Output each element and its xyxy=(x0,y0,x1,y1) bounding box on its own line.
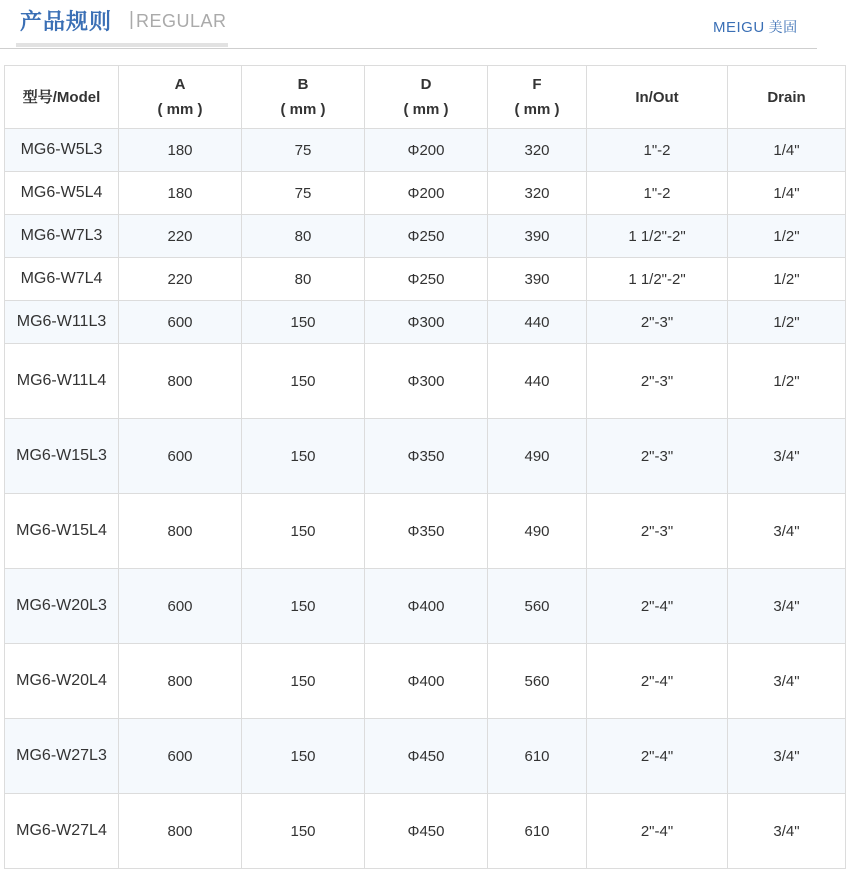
table-row xyxy=(5,344,846,419)
cell-a: 600 xyxy=(119,301,242,344)
header-d: D ( mm ) xyxy=(365,66,488,129)
title-underline xyxy=(16,43,228,47)
header-drain: Drain xyxy=(728,66,846,129)
cell-model: MG6-W15L4 xyxy=(5,494,119,569)
cell-in-out: 1"-2 xyxy=(587,129,728,172)
cell-model: MG6-W11L4 xyxy=(5,344,119,419)
cell-drain: 1/4" xyxy=(728,172,846,215)
cell-model: MG6-W20L3 xyxy=(5,569,119,644)
table-row xyxy=(5,301,846,344)
cell-b: 150 xyxy=(242,644,365,719)
cell-a: 180 xyxy=(119,172,242,215)
cell-a: 220 xyxy=(119,215,242,258)
cell-f: 390 xyxy=(488,258,587,301)
cell-model: MG6-W27L3 xyxy=(5,719,119,794)
cell-in-out: 2"-3" xyxy=(587,494,728,569)
cell-b: 75 xyxy=(242,172,365,215)
table-header-row xyxy=(5,66,846,129)
cell-model: MG6-W27L4 xyxy=(5,794,119,869)
cell-f: 490 xyxy=(488,494,587,569)
cell-a: 800 xyxy=(119,494,242,569)
cell-drain: 3/4" xyxy=(728,719,846,794)
section-header xyxy=(0,0,817,49)
cell-drain: 1/2" xyxy=(728,301,846,344)
cell-d: Φ350 xyxy=(365,494,488,569)
cell-in-out: 2"-3" xyxy=(587,344,728,419)
table-row xyxy=(5,172,846,215)
cell-f: 610 xyxy=(488,794,587,869)
cell-d: Φ450 xyxy=(365,794,488,869)
cell-d: Φ400 xyxy=(365,569,488,644)
cell-drain: 3/4" xyxy=(728,644,846,719)
cell-model: MG6-W7L4 xyxy=(5,258,119,301)
cell-a: 800 xyxy=(119,794,242,869)
header-a: A ( mm ) xyxy=(119,66,242,129)
cell-b: 80 xyxy=(242,258,365,301)
cell-a: 600 xyxy=(119,569,242,644)
header-f: F ( mm ) xyxy=(488,66,587,129)
cell-f: 490 xyxy=(488,419,587,494)
cell-drain: 3/4" xyxy=(728,494,846,569)
brand-name-en: MEIGU xyxy=(713,19,765,36)
cell-f: 320 xyxy=(488,172,587,215)
cell-d: Φ250 xyxy=(365,215,488,258)
header-model: 型号/Model xyxy=(5,66,119,129)
table-row xyxy=(5,419,846,494)
cell-drain: 1/2" xyxy=(728,344,846,419)
cell-a: 600 xyxy=(119,719,242,794)
section-title-en: REGULAR xyxy=(136,11,227,31)
cell-model: MG6-W5L3 xyxy=(5,129,119,172)
cell-a: 800 xyxy=(119,344,242,419)
header-in-out: In/Out xyxy=(587,66,728,129)
table-row xyxy=(5,719,846,794)
cell-d: Φ400 xyxy=(365,644,488,719)
section-title-cn: 产品规则 xyxy=(20,10,113,35)
cell-model: MG6-W11L3 xyxy=(5,301,119,344)
table-row xyxy=(5,569,846,644)
cell-b: 150 xyxy=(242,419,365,494)
cell-model: MG6-W20L4 xyxy=(5,644,119,719)
cell-d: Φ300 xyxy=(365,344,488,419)
table-row xyxy=(5,794,846,869)
table-row xyxy=(5,129,846,172)
cell-drain: 3/4" xyxy=(728,794,846,869)
cell-a: 180 xyxy=(119,129,242,172)
cell-model: MG6-W5L4 xyxy=(5,172,119,215)
cell-drain: 1/4" xyxy=(728,129,846,172)
cell-model: MG6-W15L3 xyxy=(5,419,119,494)
cell-f: 560 xyxy=(488,644,587,719)
cell-in-out: 1"-2 xyxy=(587,172,728,215)
cell-b: 150 xyxy=(242,301,365,344)
cell-drain: 1/2" xyxy=(728,258,846,301)
table-row xyxy=(5,494,846,569)
cell-model: MG6-W7L3 xyxy=(5,215,119,258)
cell-d: Φ200 xyxy=(365,129,488,172)
cell-drain: 1/2" xyxy=(728,215,846,258)
cell-b: 150 xyxy=(242,344,365,419)
table-row xyxy=(5,258,846,301)
cell-f: 440 xyxy=(488,344,587,419)
cell-f: 610 xyxy=(488,719,587,794)
cell-b: 75 xyxy=(242,129,365,172)
cell-d: Φ450 xyxy=(365,719,488,794)
cell-drain: 3/4" xyxy=(728,569,846,644)
title-separator: | xyxy=(129,9,134,30)
brand-logo xyxy=(713,17,798,37)
cell-b: 80 xyxy=(242,215,365,258)
cell-in-out: 2"-4" xyxy=(587,644,728,719)
cell-b: 150 xyxy=(242,569,365,644)
cell-f: 440 xyxy=(488,301,587,344)
cell-in-out: 2"-4" xyxy=(587,719,728,794)
table-row xyxy=(5,644,846,719)
cell-a: 600 xyxy=(119,419,242,494)
cell-d: Φ200 xyxy=(365,172,488,215)
brand-name-cn: 美固 xyxy=(768,20,798,36)
cell-in-out: 2"-3" xyxy=(587,419,728,494)
cell-a: 220 xyxy=(119,258,242,301)
header-b: B ( mm ) xyxy=(242,66,365,129)
cell-in-out: 1 1/2"-2" xyxy=(587,215,728,258)
cell-b: 150 xyxy=(242,494,365,569)
cell-a: 800 xyxy=(119,644,242,719)
cell-in-out: 2"-3" xyxy=(587,301,728,344)
cell-d: Φ350 xyxy=(365,419,488,494)
cell-b: 150 xyxy=(242,794,365,869)
cell-in-out: 1 1/2"-2" xyxy=(587,258,728,301)
cell-f: 390 xyxy=(488,215,587,258)
table-row xyxy=(5,215,846,258)
cell-f: 560 xyxy=(488,569,587,644)
cell-d: Φ250 xyxy=(365,258,488,301)
cell-in-out: 2"-4" xyxy=(587,794,728,869)
cell-b: 150 xyxy=(242,719,365,794)
cell-drain: 3/4" xyxy=(728,419,846,494)
cell-f: 320 xyxy=(488,129,587,172)
spec-table xyxy=(4,65,846,869)
cell-d: Φ300 xyxy=(365,301,488,344)
cell-in-out: 2"-4" xyxy=(587,569,728,644)
